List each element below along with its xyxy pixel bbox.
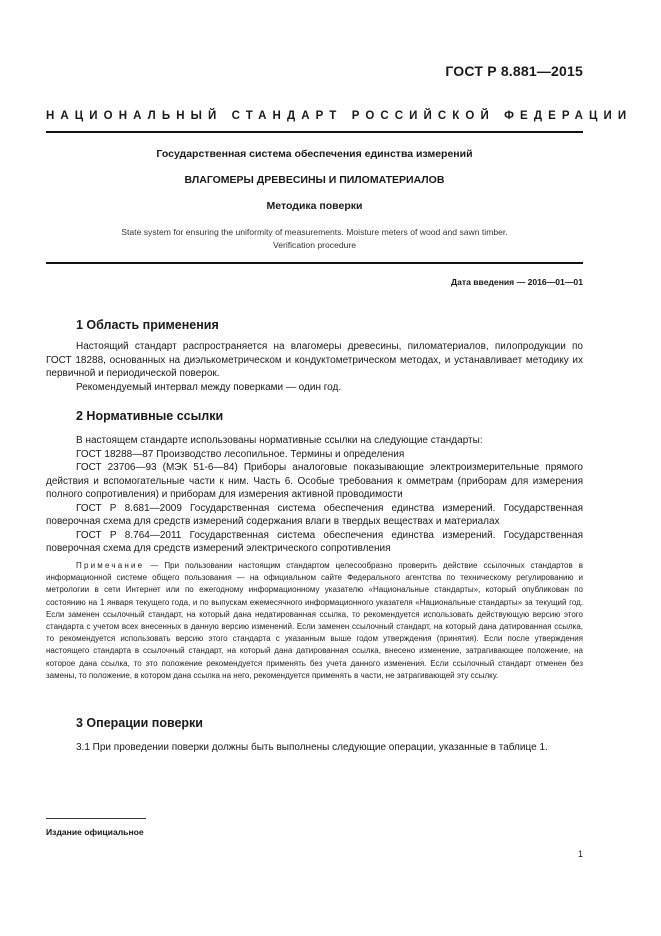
document-subtitle: Методика поверки bbox=[266, 200, 363, 212]
reference-item: ГОСТ Р 8.764—2011 Государственная система обеспечения единства измерений. Государственная поверочная схема для средств измерений электрического сопротивления bbox=[46, 529, 583, 554]
english-title-line1: State system for ensuring the uniformity of measurements. Moisture meters of wood and sawn timber. bbox=[121, 227, 508, 237]
reference-item: ГОСТ Р 8.681—2009 Государственная система обеспечения единства измерений. Государственная поверочная схема для средств измерений содержания влаги в твердых веществах и материалах bbox=[46, 502, 583, 527]
english-title-line2: Verification procedure bbox=[272, 240, 357, 250]
reference-item: ГОСТ 18288—87 Производство лесопильное. Термины и определения bbox=[76, 448, 405, 460]
section-3-heading: 3 Операции поверки bbox=[76, 716, 203, 730]
title-divider bbox=[46, 262, 583, 264]
national-standard-banner: НАЦИОНАЛЬНЫЙ СТАНДАРТ РОССИЙСКОЙ ФЕДЕРАЦИИ bbox=[46, 110, 633, 122]
page-number: 1 bbox=[577, 849, 583, 859]
standard-code: ГОСТ Р 8.881—2015 bbox=[445, 63, 583, 79]
section-2-paragraph: В настоящем стандарте использованы нормативные ссылки на следующие стандарты: bbox=[76, 435, 483, 446]
section-3-body bbox=[46, 741, 583, 755]
note-block bbox=[46, 560, 583, 682]
note-text: — При пользовании настоящим стандартом целесообразно проверить действие ссылочных стандартов в информационной системе общего пользования — на официальном сайте Федерального агентства по техническому регулированию и метрологии в сети Интернет или по ежегодному информационному указателю «Национальные стандарты», который опубликован по состоянию на 1 января текущего года, и по выпускам ежемесячного информационного указателя «Национальные стандарты» за текущий год. Если заменен ссылочный стандарт, на который дана недатированная ссылка, то рекомендуется использовать действующую версию этого стандарта с учетом всех внесенных в данную версию изменений. Если заменен ссылочный стандарт, на который дана датированная ссылка, то рекомендуется использовать версию этого стандарта с указанным выше годом утверждения (принятия). Если после утверждения настоящего стандарта в ссылочный стандарт, на который дана датированная ссылка, внесено изменение, затрагивающее положение, на которое дана ссылка, то это положение рекомендуется применять без учета данного изменения. Если ссылочный стандарт отменен без замены, то положение, в котором дана ссылка на него, рекомендуется применять в части, не затрагивающей эту ссылку. bbox=[46, 561, 583, 680]
document-title: ВЛАГОМЕРЫ ДРЕВЕСИНЫ И ПИЛОМАТЕРИАЛОВ bbox=[184, 174, 445, 186]
english-title bbox=[46, 226, 583, 252]
footer-divider bbox=[46, 818, 146, 819]
section-2-heading: 2 Нормативные ссылки bbox=[76, 409, 224, 423]
section-1-paragraph: Настоящий стандарт распространяется на влагомеры древесины, пиломатериалов, пилопродукции по ГОСТ 18288, основанных на диэлькометрическом и кондуктометрическом методах, и устанавливает методику их первичной и периодической поверок. bbox=[46, 341, 583, 379]
official-edition-label: Издание официальное bbox=[46, 827, 144, 837]
section-1-paragraph: Рекомендуемый интервал между поверками — один год. bbox=[76, 381, 342, 393]
note-label: Примечание bbox=[76, 561, 145, 570]
reference-item: ГОСТ 23706—93 (МЭК 51-6—84) Приборы аналоговые показывающие электроизмерительные прямого действия и вспомогательные части к ним. Часть 6. Особые требования к омметрам (приборам для измерения полного сопротивления) и приборам для измерения активной проводимости bbox=[46, 462, 583, 500]
section-1-body bbox=[46, 340, 583, 394]
section-3-paragraph: 3.1 При проведении поверки должны быть выполнены следующие операции, указанные в таблице 1. bbox=[76, 742, 548, 753]
system-title: Государственная система обеспечения единства измерений bbox=[156, 148, 473, 160]
section-1-heading: 1 Область применения bbox=[76, 318, 219, 332]
section-2-body bbox=[46, 434, 583, 556]
introduction-date: Дата введения — 2016—01—01 bbox=[450, 277, 583, 287]
header-divider bbox=[46, 131, 583, 133]
